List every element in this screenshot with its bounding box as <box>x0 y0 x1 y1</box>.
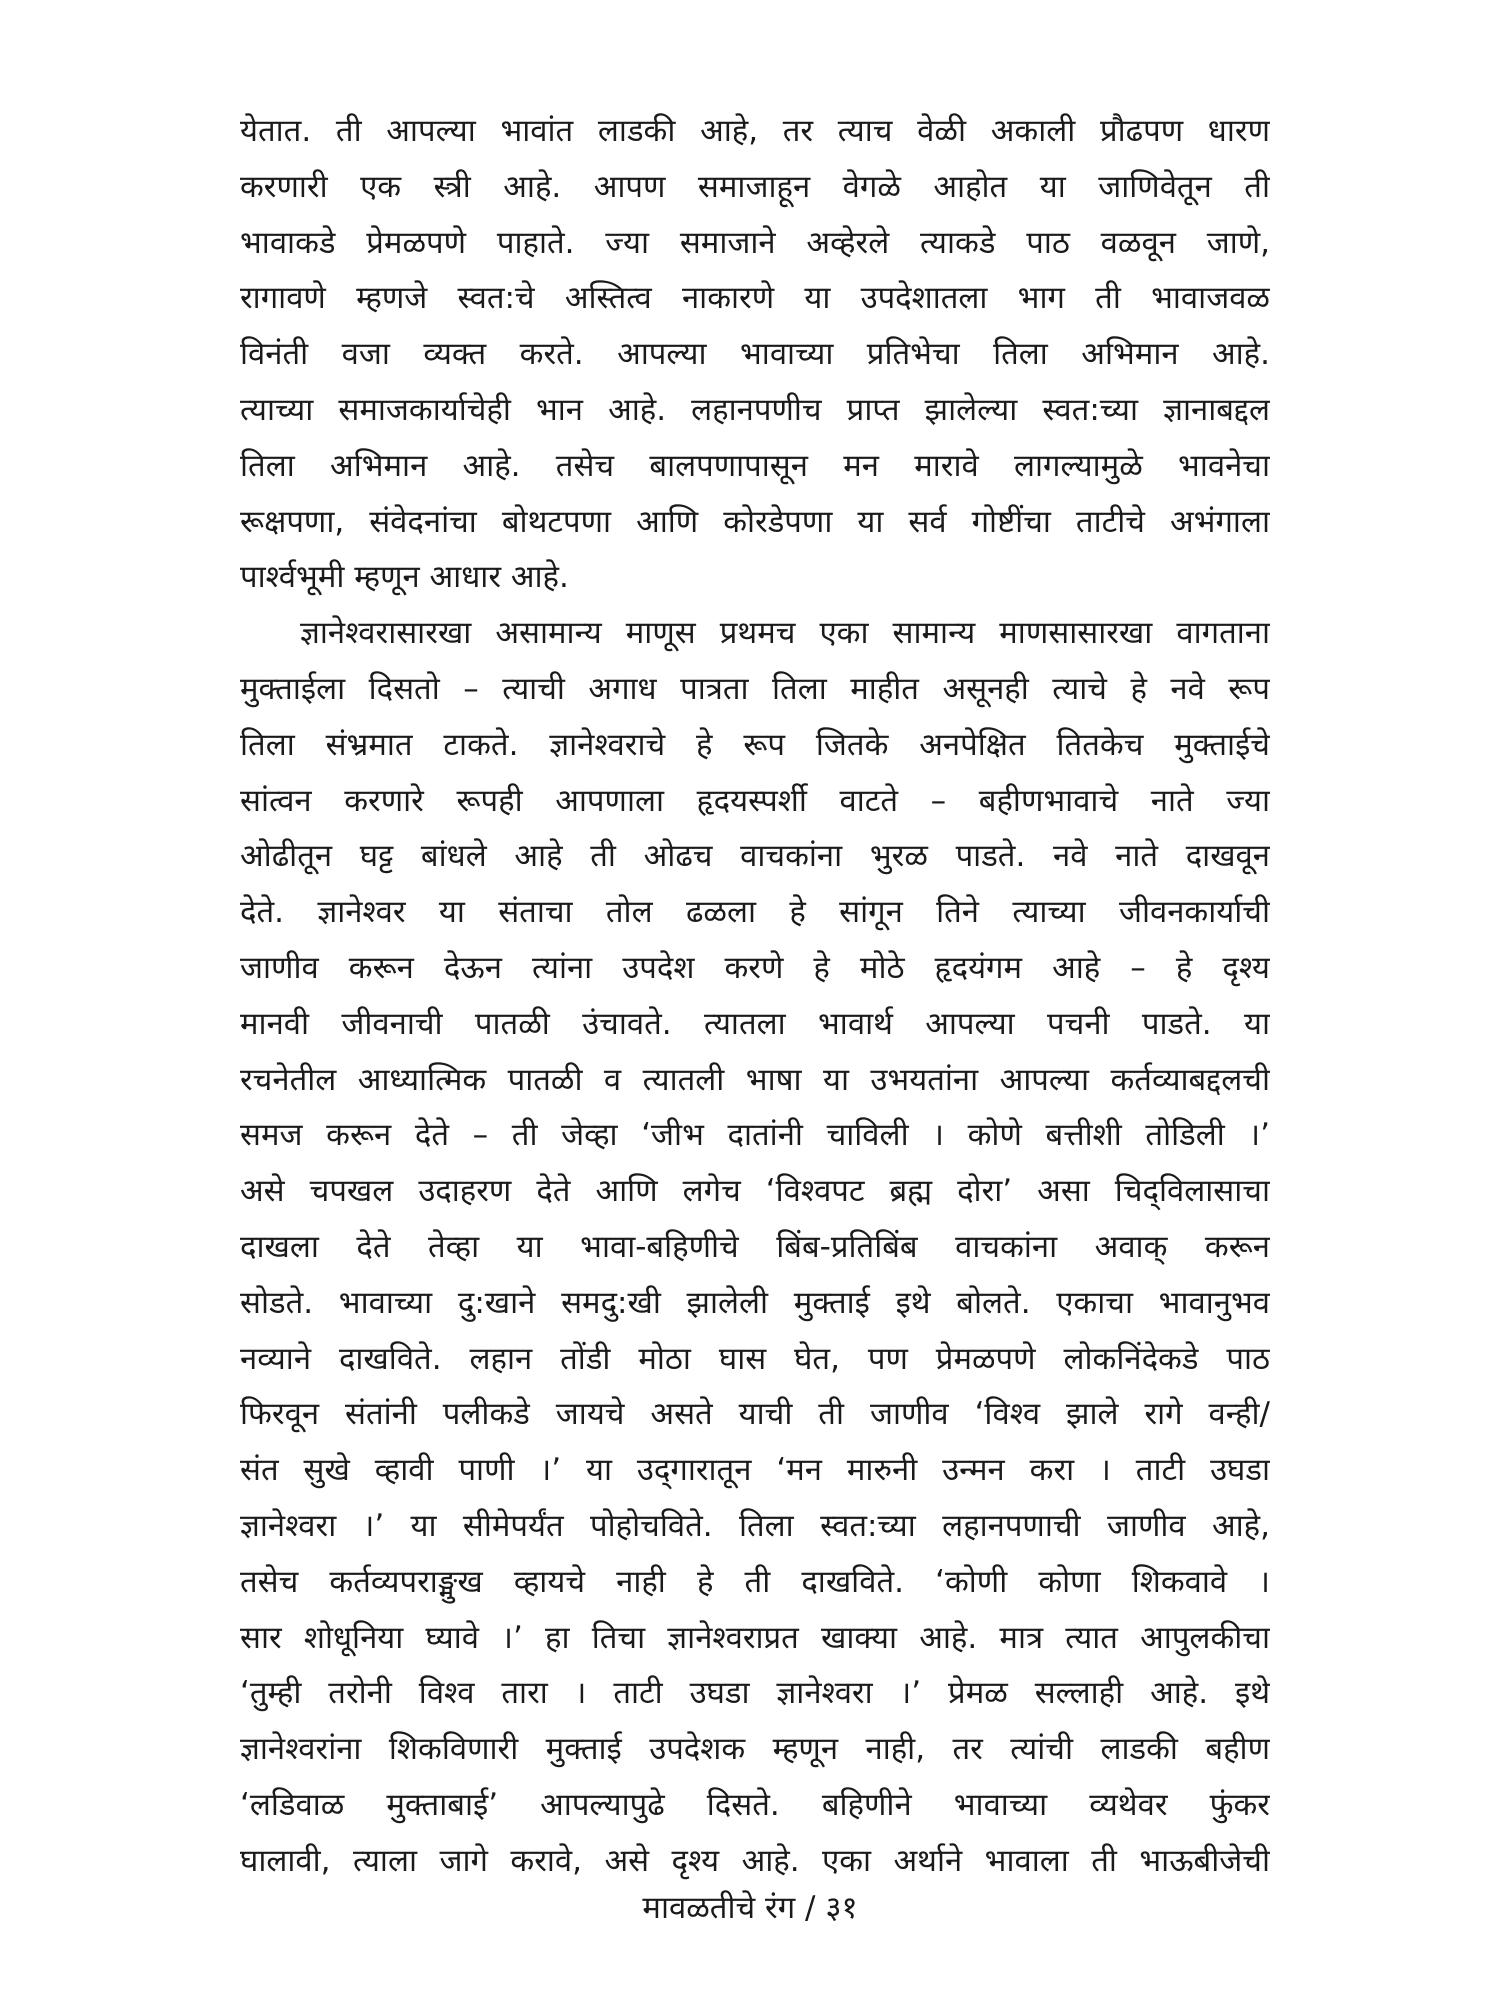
text-line: रचनेतील आध्यात्मिक पातळी व त्यातली भाषा या उभयतांना आपल्या कर्तव्याबद्दलची <box>240 1061 1270 1098</box>
text-line: ‘लडिवाळ मुक्ताबाई’ आपल्यापुढे दिसते. बहिणीने भावाच्या व्यथेवर फुंकर <box>240 1786 1270 1823</box>
text-line: नव्याने दाखविते. लहान तोंडी मोठा घास घेत, पण प्रेमळपणे लोकनिंदेकडे पाठ <box>240 1340 1270 1377</box>
text-line: ‘तुम्ही तरोनी विश्व तारा । ताटी उघडा ज्ञानेश्वरा ।’ प्रेमळ सल्लाही आहे. इथे <box>240 1675 1270 1712</box>
text-line: ज्ञानेश्वरा ।’ या सीमेपर्यंत पोहोचविते. तिला स्वत:च्या लहानपणाची जाणीव आहे, <box>240 1507 1270 1544</box>
text-line: त्याच्या समाजकार्याचेही भान आहे. लहानपणीच प्राप्त झालेल्या स्वत:च्या ज्ञानाबद्दल <box>240 391 1270 428</box>
text-line: भावाकडे प्रेमळपणे पाहाते. ज्या समाजाने अव्हेरले त्याकडे पाठ वळवून जाणे, <box>240 224 1270 261</box>
page-footer <box>0 1888 1500 1928</box>
text-line: फिरवून संतांनी पलीकडे जायचे असते याची ती जाणीव ‘विश्व झाले रागे वन्ही/ <box>240 1396 1270 1433</box>
text-line: सार शोधूनिया घ्यावे ।’ हा तिचा ज्ञानेश्वराप्रत खाक्या आहे. मात्र त्यात आपुलकीचा <box>240 1619 1270 1656</box>
text-line: ओढीतून घट्ट बांधले आहे ती ओढच वाचकांना भुरळ पाडते. नवे नाते दाखवून <box>240 838 1270 875</box>
text-line: घालावी, त्याला जागे करावे, असे दृश्य आहे. एका अर्थाने भावाला ती भाऊबीजेची <box>240 1842 1270 1879</box>
text-line: दाखला देते तेव्हा या भावा-बहिणीचे बिंब-प्रतिबिंब वाचकांना अवाक् करून <box>240 1228 1270 1265</box>
text-line: करणारी एक स्त्री आहे. आपण समाजाहून वेगळे आहोत या जाणिवेतून ती <box>240 168 1270 205</box>
text-line: मुक्ताईला दिसतो – त्याची अगाध पात्रता तिला माहीत असूनही त्याचे हे नवे रूप <box>240 670 1270 707</box>
text-line: सांत्वन करणारे रूपही आपणाला हृदयस्पर्शी वाटते – बहीणभावाचे नाते ज्या <box>240 782 1270 819</box>
text-line: सोडते. भावाच्या दु:खाने समदु:खी झालेली मुक्ताई इथे बोलते. एकाचा भावानुभव <box>240 1284 1270 1321</box>
text-line: तिला अभिमान आहे. तसेच बालपणापासून मन मारावे लागल्यामुळे भावनेचा <box>240 447 1270 484</box>
running-title: मावळतीचे रंग <box>642 1890 796 1926</box>
page-number: ३१ <box>825 1890 858 1926</box>
text-line: रागावणे म्हणजे स्वत:चे अस्तित्व नाकारणे या उपदेशातला भाग ती भावाजवळ <box>240 280 1270 317</box>
text-line: ज्ञानेश्वरासारखा असामान्य माणूस प्रथमच एका सामान्य माणसासारखा वागताना <box>300 615 1270 652</box>
paragraph-1 <box>240 104 1270 606</box>
text-line: विनंती वजा व्यक्त करते. आपल्या भावाच्या प्रतिभेचा तिला अभिमान आहे. <box>240 336 1270 373</box>
footer-separator: / <box>805 1890 816 1926</box>
text-line: येतात. ती आपल्या भावांत लाडकी आहे, तर त्याच वेळी अकाली प्रौढपण धारण <box>240 113 1270 149</box>
text-line: देते. ज्ञानेश्वर या संताचा तोल ढळला हे सांगून तिने त्याच्या जीवनकार्याची <box>240 894 1270 931</box>
text-line: ज्ञानेश्वरांना शिकविणारी मुक्ताई उपदेशक म्हणून नाही, तर त्यांची लाडकी बहीण <box>240 1731 1270 1768</box>
text-line: तसेच कर्तव्यपराङ्मुख व्हायचे नाही हे ती दाखविते. ‘कोणी कोणा शिकवावे । <box>240 1563 1270 1600</box>
text-line: तिला संभ्रमात टाकते. ज्ञानेश्वराचे हे रूप जितके अनपेक्षित तितकेच मुक्ताईचे <box>240 726 1270 763</box>
text-line: असे चपखल उदाहरण देते आणि लगेच ‘विश्वपट ब्रह्म दोरा’ असा चिद्‌विलासाचा <box>240 1173 1270 1210</box>
text-line: रूक्षपणा, संवेदनांचा बोथटपणा आणि कोरडेपणा या सर्व गोष्टींचा ताटीचे अभंगाला <box>240 503 1270 540</box>
text-line: समज करून देते – ती जेव्हा ‘जीभ दातांनी चाविली । कोणे बत्तीशी तोडिली ।’ <box>240 1117 1270 1154</box>
text-line: जाणीव करून देऊन त्यांना उपदेश करणे हे मोठे हृदयंगम आहे – हे दृश्य <box>240 949 1270 986</box>
text-line: संत सुखे व्हावी पाणी ।’ या उद्‌गारातून ‘मन मारुनी उन्मन करा । ताटी उघडा <box>240 1452 1270 1489</box>
text-line: मानवी जीवनाची पातळी उंचावते. त्यातला भावार्थ आपल्या पचनी पाडते. या <box>240 1005 1270 1042</box>
paragraph-2 <box>240 606 1270 1889</box>
page-body <box>240 104 1270 1894</box>
text-line: पार्श्वभूमी म्हणून आधार आहे. <box>240 559 569 596</box>
